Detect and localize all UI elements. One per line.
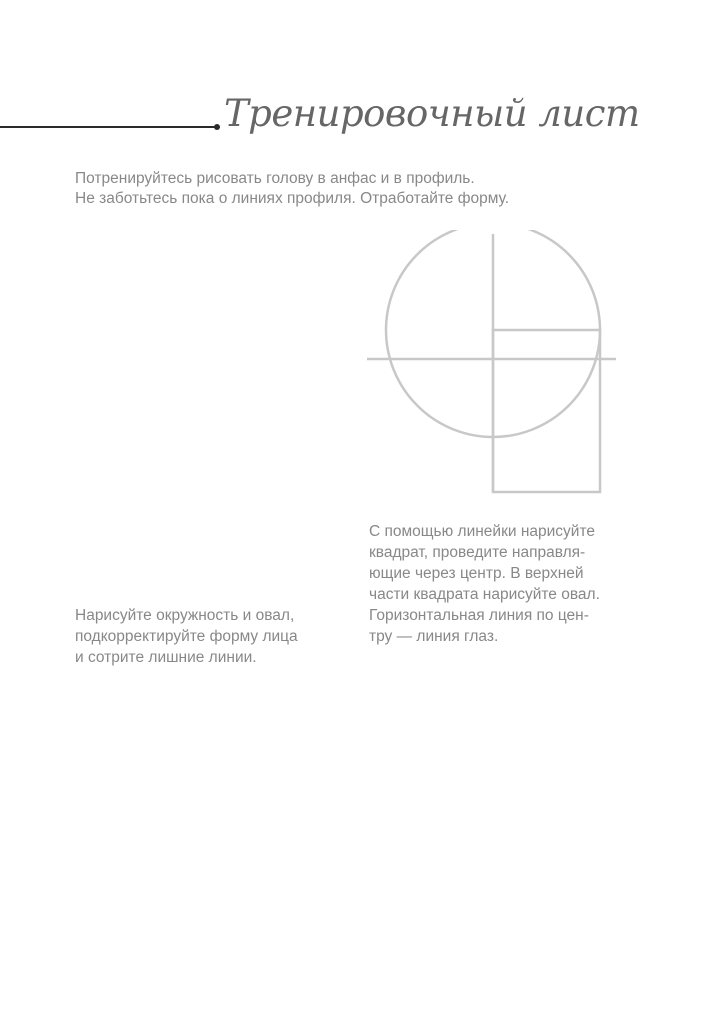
instruction-line: тру — линия глаз. bbox=[369, 628, 499, 645]
instruction-line: подкорректируйте форму лица bbox=[75, 628, 298, 645]
instruction-line: и сотрите лишние линии. bbox=[75, 649, 257, 666]
instruction-line: С помощью линейки нарисуйте bbox=[369, 523, 595, 540]
intro-line: Не заботьтесь пока о линиях профиля. Отработайте форму. bbox=[75, 190, 510, 207]
instruction-line: квадрат, проведите направля- bbox=[369, 544, 586, 561]
instruction-line: Нарисуйте окружность и овал, bbox=[75, 607, 295, 624]
instruction-line: Горизонтальная линия по цен- bbox=[369, 607, 589, 624]
title-rule-dot bbox=[214, 124, 220, 130]
instruction-line: части квадрата нарисуйте овал. bbox=[369, 586, 600, 603]
page-title: Тренировочный лист bbox=[224, 92, 640, 135]
intro-line: Потренируйтесь рисовать голову в анфас и в профиль. bbox=[75, 170, 475, 187]
guide-square bbox=[493, 330, 600, 492]
right-instruction bbox=[369, 521, 600, 647]
intro-text bbox=[75, 169, 595, 209]
instruction-line: ющие через центр. В верхней bbox=[369, 565, 584, 582]
head-construction-diagram bbox=[365, 230, 620, 496]
title-rule bbox=[0, 126, 218, 128]
left-instruction bbox=[75, 605, 298, 668]
